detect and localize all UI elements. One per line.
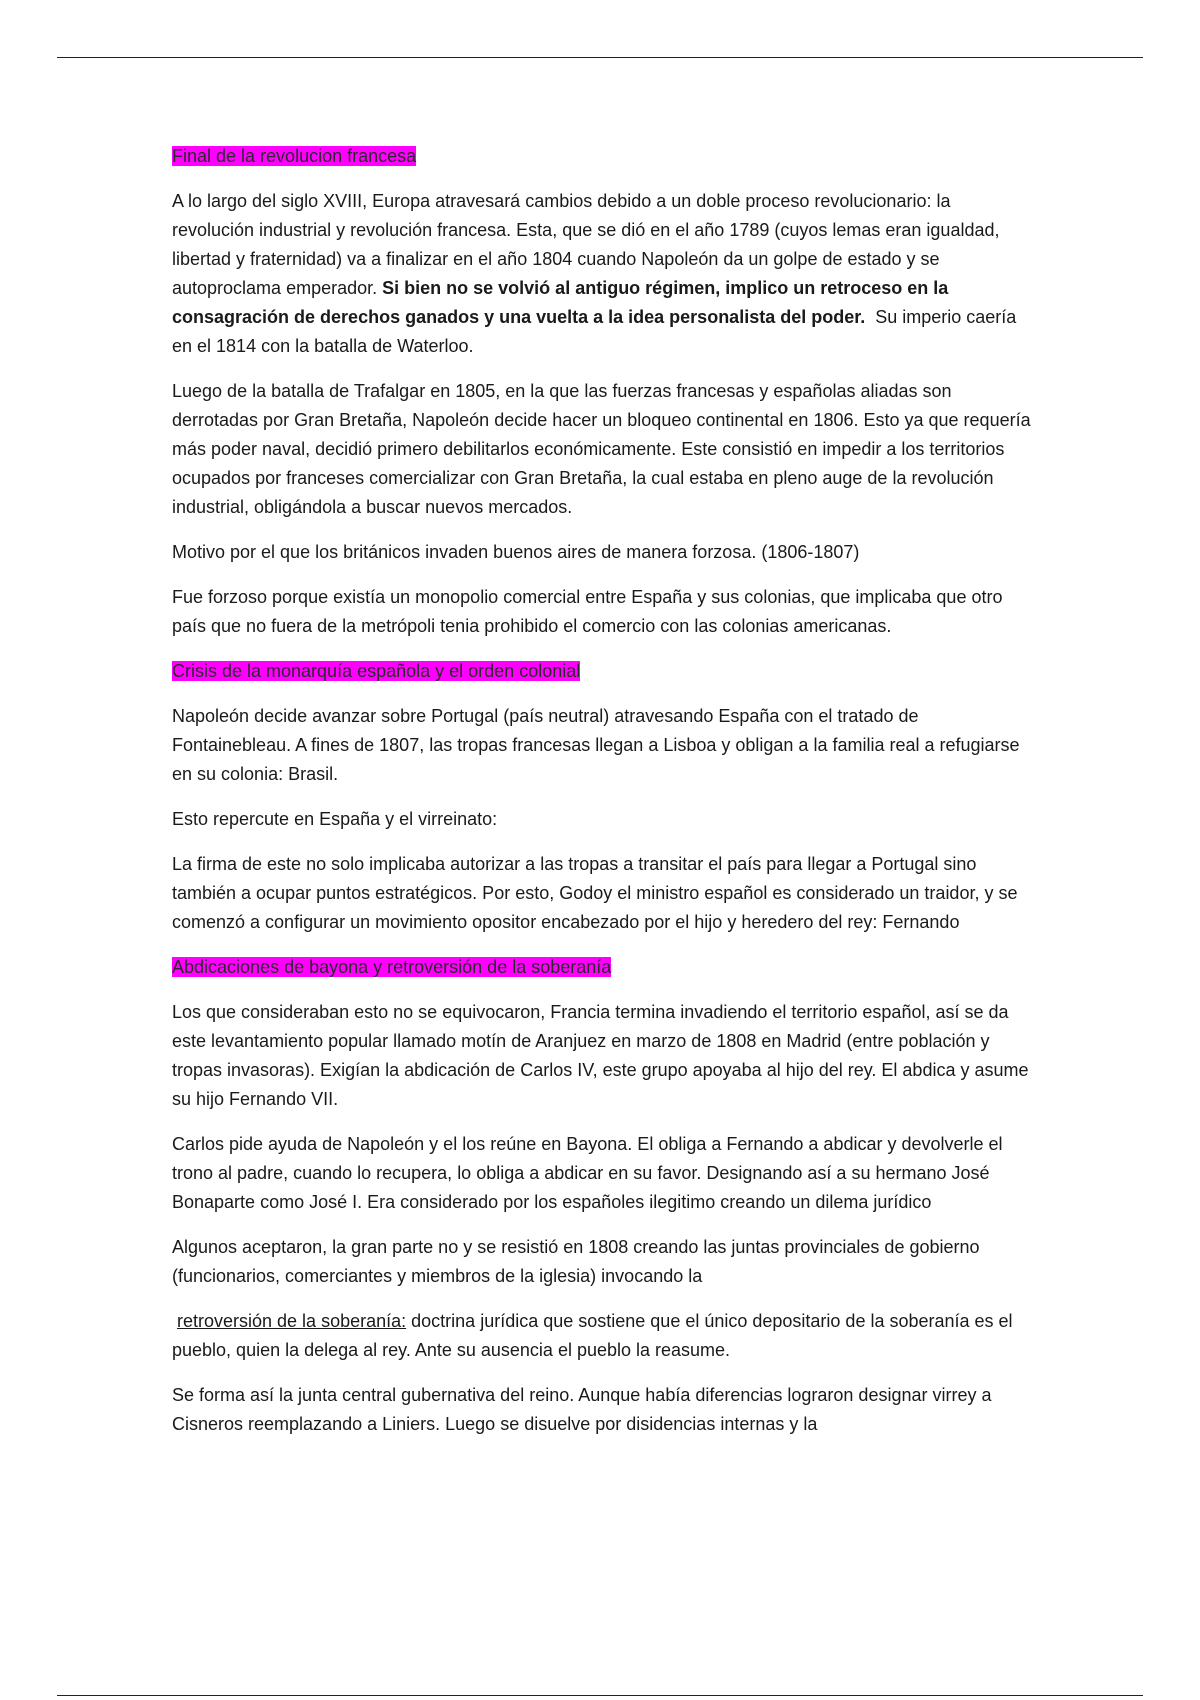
paragraph: Esto repercute en España y el virreinato: [172,809,498,829]
underlined-term: retroversión de la soberanía: [177,1311,407,1331]
document-body [172,142,1032,1455]
paragraph [172,187,1032,361]
paragraph-text: doctrina jurídica que sostiene que el único depositario de la soberanía es el pueblo, quien la delega al rey. Ante su ausencia el pueblo la reasume. [172,1311,1013,1360]
paragraph: Los que consideraban esto no se equivocaron, Francia termina invadiendo el territorio español, así se da este levantamiento popular llamado motín de Aranjuez en marzo de 1808 en Madrid (entre población y tropas invasoras). Exigían la abdicación de Carlos IV, este grupo apoyaba al hijo del rey. El abdica y asume su hijo Fernando VII. [172,1002,1029,1109]
paragraph: La firma de este no solo implicaba autorizar a las tropas a transitar el país para llegar a Portugal sino también a ocupar puntos estratégicos. Por esto, Godoy el ministro español es considerado un traidor, y se comenzó a configurar un movimiento opositor encabezado por el hijo y heredero del rey: Fernando [172,854,1018,932]
paragraph: Luego de la batalla de Trafalgar en 1805, en la que las fuerzas francesas y españolas aliadas son derrotadas por Gran Bretaña, Napoleón decide hacer un bloqueo continental en 1806. Esto ya que requería más poder naval, decidió primero debilitarlos económicamente. Este consistió en impedir a los territorios ocupados por franceses comercializar con Gran Bretaña, la cual estaba en pleno auge de la revolución industrial, obligándola a buscar nuevos mercados. [172,381,1031,517]
paragraph-text: Su imperio caería en el 1814 con la batalla de Waterloo. [172,307,1017,356]
paragraph [172,1307,1032,1365]
paragraph: Fue forzoso porque existía un monopolio comercial entre España y sus colonias, que implicaba que otro país que no fuera de la metrópoli tenia prohibido el comercio con las colonias americanas. [172,587,1003,636]
heading-highlight: Abdicaciones de bayona y retroversión de la soberanía [172,957,612,977]
section-heading [172,657,1032,686]
heading-highlight: Final de la revolucion francesa [172,146,417,166]
header-rule [57,57,1143,58]
section-heading [172,953,1032,982]
paragraph: Algunos aceptaron, la gran parte no y se resistió en 1808 creando las juntas provinciales de gobierno (funcionarios, comerciantes y miembros de la iglesia) invocando la [172,1237,980,1286]
heading-highlight: Crisis de la monarquía española y el orden colonial [172,661,581,681]
paragraph-text: A lo largo del siglo XVIII, Europa atravesará cambios debido a un doble proceso revolucionario: la revolución industrial y revolución francesa. Esta, que se dió en el año 1789 (cuyos lemas eran igualdad, libertad y fraternidad) va a finalizar en el año 1804 cuando Napoleón da un golpe de estado y se autoproclama emperador. [172,191,1000,298]
paragraph: Motivo por el que los británicos invaden buenos aires de manera forzosa. (1806-1807) [172,542,860,562]
footer-rule [57,1695,1143,1696]
paragraph: Carlos pide ayuda de Napoleón y el los reúne en Bayona. El obliga a Fernando a abdicar y devolverle el trono al padre, cuando lo recupera, lo obliga a abdicar en su favor. Designando así a su hermano José Bonaparte como José I. Era considerado por los españoles ilegitimo creando un dilema jurídico [172,1134,1003,1212]
section-heading [172,142,1032,171]
paragraph: Se forma así la junta central gubernativa del reino. Aunque había diferencias lograron designar virrey a Cisneros reemplazando a Liniers. Luego se disuelve por disidencias internas y la [172,1385,992,1434]
paragraph: Napoleón decide avanzar sobre Portugal (país neutral) atravesando España con el tratado de Fontainebleau. A fines de 1807, las tropas francesas llegan a Lisboa y obligan a la familia real a refugiarse en su colonia: Brasil. [172,706,1020,784]
paragraph-bold-text: Si bien no se volvió al antiguo régimen, implico un retroceso en la consagración de derechos ganados y una vuelta a la idea personalista del poder. [172,278,949,327]
